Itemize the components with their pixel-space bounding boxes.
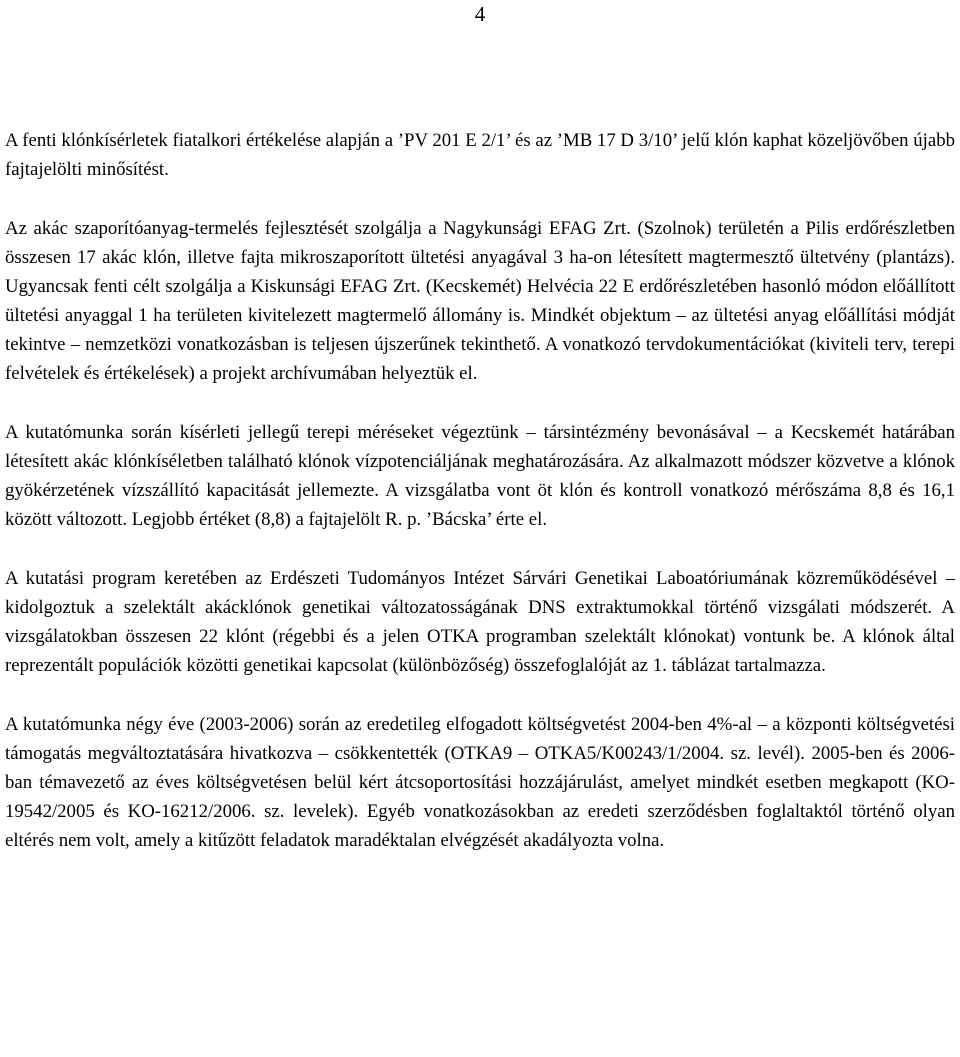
paragraph-clone-evaluation: A fenti klónkísérletek fiatalkori értékelése alapján a ’PV 201 E 2/1’ és az ’MB 17 D 3/10’ jelű klón kaphat közeljövőben újabb fajtajelölti minősítést. (5, 130, 955, 180)
document-body (5, 126, 955, 855)
paragraph-spacer (5, 680, 955, 710)
paragraph-dna-analysis: A kutatási program keretében az Erdészeti Tudományos Intézet Sárvári Genetikai Laboatóriumának közreműködésével – kidolgoztuk a szelektált akácklónok genetikai változatosságának DNS extraktumokkal történő vizsgálati módszerét. A vizsgálatokban összesen 22 klónt (régebbi és a jelen OTKA programban szelektált klónokat) vontunk be. A klónok által reprezentált populációk közötti genetikai kapcsolat (különbözőség) összefoglalóját az 1. táblázat tartalmazza. (5, 568, 955, 676)
paragraph-spacer (5, 534, 955, 564)
paragraph-spacer (5, 184, 955, 214)
paragraph-water-potential: A kutatómunka során kísérleti jellegű terepi méréseket végeztünk – társintézmény bevonásával – a Kecskemét határában létesített akác klónkíséletben található klónok vízpotenciáljának meghatározására. Az alkalmazott módszer közvetve a klónok gyökérzetének vízszállító kapacitását jellemezte. A vizsgálatba vont öt klón és kontroll vonatkozó mérőszáma 8,8 és 16,1 között változott. Legjobb értéket (8,8) a fajtajelölt R. p. ’Bácska’ érte el. (5, 422, 955, 530)
paragraph-budget: A kutatómunka négy éve (2003-2006) során az eredetileg elfogadott költségvetést 2004-ben 4%-al – a központi költségvetési támogatás megváltoztatására hivatkozva – csökkentették (OTKA9 – OTKA5/K00243/1/2004. sz. levél). 2005-ben és 2006-ban témavezető az éves költségvetésen belül kért átcsoportosítási hozzájárulást, amelyet mindkét esetben megkapott (KO-19542/2005 és KO-16212/2006. sz. levelek). Egyéb vonatkozásokban az eredeti szerződésben foglaltaktól történő olyan eltérés nem volt, amely a kitűzött feladatok maradéktalan elvégzését akadályozta volna. (5, 714, 955, 851)
page-number: 4 (474, 2, 486, 26)
paragraph-seed-plantation: Az akác szaporítóanyag-termelés fejlesztését szolgálja a Nagykunsági EFAG Zrt. (Szolnok) területén a Pilis erdőrészletben összesen 17 akác klón, illetve fajta mikroszaporított ültetési anyagával 3 ha-on létesített magtermesztő ültetvény (plantázs). Ugyancsak fenti célt szolgálja a Kiskunsági EFAG Zrt. (Kecskemét) Helvécia 22 E erdőrészletében hasonló módon előállított ültetési anyaggal 1 ha területen kivitelezett magtermelő állomány is. Mindkét objektum – az ültetési anyag előállítási módját tekintve – nemzetközi vonatkozásban is teljesen újszerűnek tekinthető. A vonatkozó tervdokumentációkat (kiviteli terv, terepi felvételek és értékelések) a projekt archívumában helyeztük el. (5, 218, 955, 384)
paragraph-spacer (5, 388, 955, 418)
